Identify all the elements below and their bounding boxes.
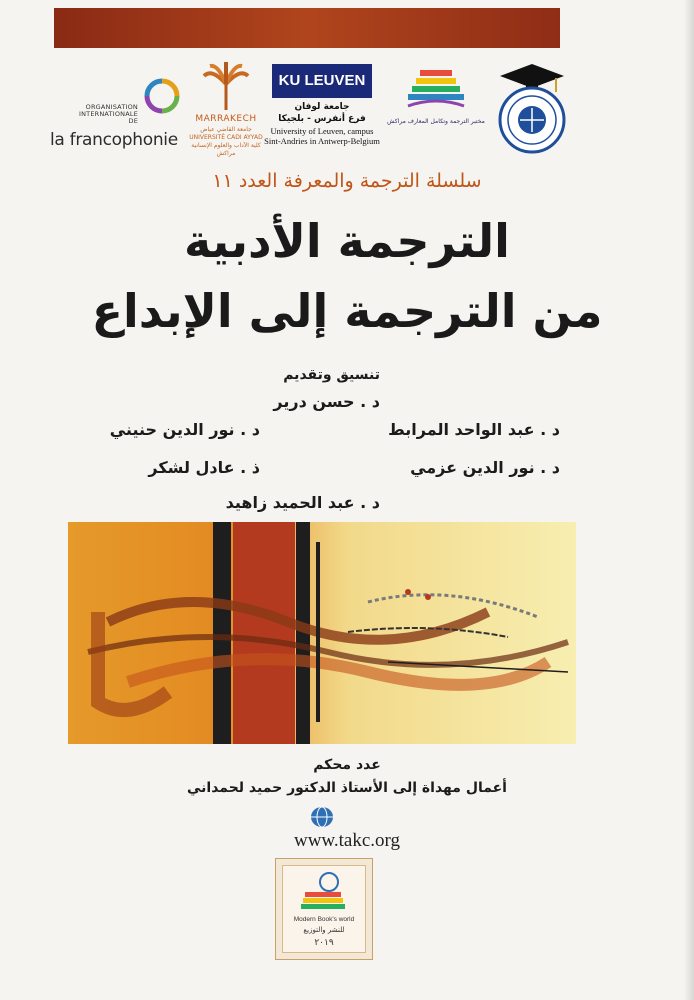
book-stack-icon: [406, 66, 466, 114]
marrakech-arabic: جامعة القاضي عياض UNIVERSITÉ CADI AYYAD كلية الآداب والعلوم الإنسانية مراكش: [189, 126, 263, 157]
graduation-cap-icon: [494, 62, 570, 156]
globe-icon: [310, 806, 334, 828]
coordination-label: تنسيق وتقديم: [283, 367, 380, 383]
publisher-logo: [275, 858, 373, 960]
ku-leuven-logo: [264, 64, 380, 162]
publisher-name-ar: للنشر والتوزيع: [303, 926, 345, 934]
ku-leuven-arabic-branch: فرع أنفرس - بلجيكا: [278, 114, 366, 124]
francophonie-subtitle: ORGANISATION INTERNATIONALE DE: [78, 103, 138, 125]
association-seal-logo: [494, 62, 570, 156]
marrakech-label: MARRAKECH: [195, 114, 257, 124]
author-name: د . نور الدين عزمي: [410, 458, 560, 477]
marrakech-university-logo: [186, 62, 266, 158]
calligraphy-artwork: [68, 522, 576, 744]
book-title-line2: من الترجمة إلى الإبداع: [91, 284, 603, 338]
publisher-name-en: Modern Book's world: [293, 916, 355, 923]
website-url: www.takc.org: [293, 830, 401, 851]
book-title-line1: الترجمة الأدبية: [184, 214, 510, 268]
ku-leuven-english: University of Leuven, campus Sint-Andries in Antwerp-Belgium: [264, 126, 380, 146]
top-color-band: [54, 8, 560, 48]
coordinator-name: د . حسن درير: [273, 392, 380, 411]
translation-lab-arabic: مختبر الترجمة وتكامل المعارف مراكش: [387, 118, 485, 125]
francophonie-name: la francophonie: [50, 130, 178, 150]
dedication-line: أعمال مهداة إلى الأستاذ الدكتور حميد لحمداني: [187, 780, 507, 796]
author-name: د . عبد الحميد زاهيد: [225, 493, 380, 512]
ku-leuven-arabic-name: جامعة لوفان: [294, 102, 350, 112]
series-title: سلسلة الترجمة والمعرفة العدد ١١: [212, 170, 482, 192]
publisher-book-icon: [299, 870, 349, 914]
francophonie-ring-icon: [144, 78, 180, 114]
publication-year: ٢٠١٩: [314, 938, 334, 948]
author-name: د . نور الدين حنيني: [109, 420, 260, 439]
francophonie-logo: [50, 78, 182, 150]
translation-lab-logo: [384, 66, 488, 146]
author-name: ذ . عادل لشكر: [148, 458, 260, 477]
author-name: د . عبد الواحد المرابط: [388, 420, 560, 439]
palm-emblem-icon: [202, 62, 250, 112]
partner-logos: [40, 56, 570, 162]
peer-reviewed-label: عدد محكم: [313, 757, 381, 773]
ku-leuven-wordmark: KU LEUVEN: [272, 64, 372, 98]
